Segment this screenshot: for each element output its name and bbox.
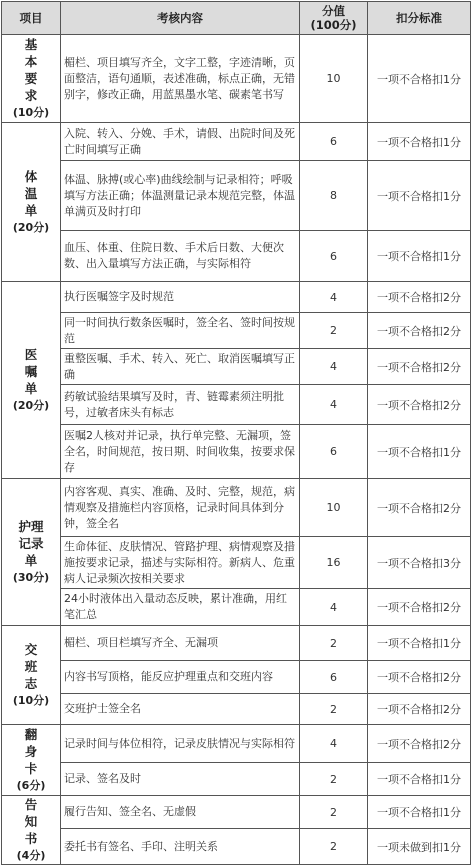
header-deduction: 扣分标准 (368, 2, 471, 35)
table-row (2, 282, 471, 313)
criteria-score: 4 (300, 589, 368, 626)
criteria-score: 4 (300, 349, 368, 385)
category-handover-log (2, 626, 61, 725)
category-basic-requirements (2, 35, 61, 123)
table-row (2, 349, 471, 385)
criteria-score: 6 (300, 425, 368, 479)
category-char: 志 (24, 676, 38, 691)
criteria-content: 生命体征、皮肤情况、管路护理、病情观察及措施按要求记录，描述与实际相符。新病人、危重病人记录频次按相关要求 (61, 537, 300, 589)
category-char: 护理 (18, 519, 44, 534)
criteria-score: 4 (300, 725, 368, 763)
criteria-content: 楣栏、项目填写齐全，文字工整，字迹清晰，页面整洁，语句通顺，表述准确，标点正确，无错别字，修改正确，用蓝黑墨水笔、碳素笔书写 (61, 35, 300, 123)
table-row (2, 425, 471, 479)
deduction-rule: 一项不合格扣2分 (368, 282, 471, 313)
criteria-score: 2 (300, 313, 368, 349)
criteria-content: 执行医嘱签字及时规范 (61, 282, 300, 313)
deduction-rule: 一项不合格扣1分 (368, 161, 471, 231)
criteria-content: 交班护士签全名 (61, 694, 300, 725)
deduction-rule: 一项不合格扣2分 (368, 313, 471, 349)
deduction-rule: 一项不合格扣1分 (368, 123, 471, 161)
table-row (2, 725, 471, 763)
table-row (2, 796, 471, 829)
category-char: 单 (24, 381, 38, 396)
deduction-rule: 一项不合格扣1分 (368, 35, 471, 123)
assessment-table (1, 1, 471, 865)
category-notification (2, 796, 61, 865)
deduction-rule: 一项未做到扣1分 (368, 829, 471, 865)
table-row (2, 589, 471, 626)
criteria-score: 6 (300, 231, 368, 282)
criteria-content: 履行告知、签全名、无虚假 (61, 796, 300, 829)
criteria-score: 4 (300, 385, 368, 425)
category-points: (10分) (12, 694, 50, 707)
category-char: 交 (24, 642, 38, 657)
table-row (2, 385, 471, 425)
criteria-content: 体温、脉搏(或心率)曲线绘制与记录相符；呼吸填写方法正确；体温测量记录本规范完整，体温单满页及时打印 (61, 161, 300, 231)
deduction-rule: 一项不合格扣1分 (368, 425, 471, 479)
deduction-rule: 一项不合格扣1分 (368, 231, 471, 282)
criteria-score: 6 (300, 123, 368, 161)
category-points: (20分) (12, 221, 50, 234)
category-points: (4分) (16, 849, 46, 862)
category-temperature-chart (2, 123, 61, 282)
category-char: 单 (24, 553, 38, 568)
category-char: 要 (24, 71, 38, 86)
category-char: 班 (24, 659, 38, 674)
category-medical-orders (2, 282, 61, 479)
category-char: 知 (24, 814, 38, 829)
table-row (2, 231, 471, 282)
category-char: 身 (24, 744, 38, 759)
category-char: 卡 (24, 761, 38, 776)
criteria-score: 2 (300, 829, 368, 865)
category-char: 医 (24, 347, 38, 362)
category-char: 求 (24, 88, 38, 103)
header-score: 分值 (100分) (300, 2, 368, 35)
criteria-score: 2 (300, 796, 368, 829)
category-points: (20分) (12, 399, 50, 412)
criteria-score: 2 (300, 763, 368, 796)
criteria-score: 2 (300, 694, 368, 725)
category-points: (10分) (12, 106, 50, 119)
criteria-score: 10 (300, 35, 368, 123)
criteria-content: 委托书有签名、手印、注明关系 (61, 829, 300, 865)
criteria-content: 楣栏、项目栏填写齐全、无漏项 (61, 626, 300, 661)
criteria-content: 血压、体重、住院日数、手术后日数、大便次数、出入量填写方法正确，与实际相符 (61, 231, 300, 282)
criteria-content: 重整医嘱、手术、转入、死亡、取消医嘱填写正确 (61, 349, 300, 385)
criteria-score: 16 (300, 537, 368, 589)
criteria-content: 记录时间与体位相符，记录皮肤情况与实际相符 (61, 725, 300, 763)
criteria-content: 内容客观、真实、准确、及时、完整，规范，病情观察及措施栏内容顶格，记录时间具体到分钟，签全名 (61, 479, 300, 537)
category-points: (30分) (12, 571, 50, 584)
table-row (2, 661, 471, 694)
deduction-rule: 一项不合格扣2分 (368, 479, 471, 537)
deduction-rule: 一项不合格扣2分 (368, 725, 471, 763)
deduction-rule: 一项不合格扣2分 (368, 589, 471, 626)
category-char: 体 (24, 169, 38, 184)
category-char: 本 (24, 54, 38, 69)
category-nursing-record (2, 479, 61, 626)
category-char: 翻 (24, 727, 38, 742)
criteria-content: 药敏试验结果填写及时，青、链霉素须注明批号，过敏者床头有标志 (61, 385, 300, 425)
table-body (2, 35, 471, 865)
category-char: 记录 (18, 536, 44, 551)
deduction-rule: 一项不合格扣2分 (368, 385, 471, 425)
table-row (2, 123, 471, 161)
criteria-score: 4 (300, 282, 368, 313)
category-char: 书 (24, 831, 38, 846)
criteria-content: 记录、签名及时 (61, 763, 300, 796)
category-char: 告 (24, 797, 38, 812)
category-char: 基 (24, 37, 38, 52)
deduction-rule: 一项不合格扣1分 (368, 796, 471, 829)
criteria-score: 2 (300, 626, 368, 661)
table-row (2, 537, 471, 589)
header-item: 项目 (2, 2, 61, 35)
category-turning-card (2, 725, 61, 796)
category-char: 嘱 (24, 364, 38, 379)
category-char: 单 (24, 203, 38, 218)
header-content: 考核内容 (61, 2, 300, 35)
table-row (2, 35, 471, 123)
table-row (2, 829, 471, 865)
criteria-score: 6 (300, 661, 368, 694)
table-row (2, 763, 471, 796)
table-row (2, 161, 471, 231)
deduction-rule: 一项不合格扣1分 (368, 626, 471, 661)
criteria-score: 10 (300, 479, 368, 537)
table-row (2, 694, 471, 725)
table-header-row (2, 2, 471, 35)
table-row (2, 479, 471, 537)
criteria-content: 同一时间执行数条医嘱时，签全名、签时间按规范 (61, 313, 300, 349)
deduction-rule: 一项不合格扣2分 (368, 349, 471, 385)
deduction-rule: 一项不合格扣2分 (368, 694, 471, 725)
deduction-rule: 一项不合格扣3分 (368, 537, 471, 589)
criteria-content: 入院、转入、分娩、手术，请假、出院时间及死亡时间填写正确 (61, 123, 300, 161)
criteria-content: 24小时液体出入量动态反映，累计准确，用红笔汇总 (61, 589, 300, 626)
table-row (2, 313, 471, 349)
category-points: (6分) (16, 779, 46, 792)
criteria-score: 8 (300, 161, 368, 231)
criteria-content: 内容书写顶格，能反应护理重点和交班内容 (61, 661, 300, 694)
table-row (2, 626, 471, 661)
deduction-rule: 一项不合格扣1分 (368, 763, 471, 796)
category-char: 温 (24, 186, 38, 201)
criteria-content: 医嘱2人核对并记录，执行单完整、无漏项，签全名，时间规范，按日期、时间收集，按要求保存 (61, 425, 300, 479)
deduction-rule: 一项不合格扣2分 (368, 661, 471, 694)
